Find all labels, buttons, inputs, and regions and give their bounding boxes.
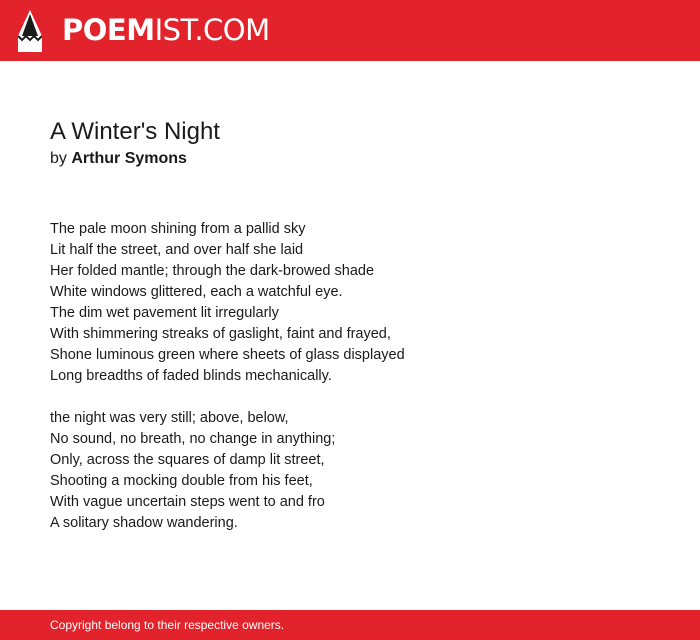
poem-line: The pale moon shining from a pallid sky [50, 221, 306, 237]
poem-body [50, 219, 650, 555]
poem-line: With shimmering streaks of gaslight, faint and frayed, [50, 326, 391, 342]
stanza [50, 219, 650, 387]
poem-title: A Winter's Night [50, 118, 220, 145]
poem-line: White windows glittered, each a watchful eye. [50, 284, 343, 300]
poem-line: the night was very still; above, below, [50, 410, 289, 426]
byline-prefix: by [50, 150, 67, 167]
poem-line: Lit half the street, and over half she laid [50, 242, 304, 258]
poem-line: Only, across the squares of damp lit street, [50, 452, 325, 468]
site-logo-text [62, 13, 270, 47]
stanza [50, 408, 650, 534]
poem-line: Shooting a mocking double from his feet, [50, 473, 313, 489]
copyright-notice: Copyright belong to their respective owners. [50, 618, 285, 632]
poem-line: A solitary shadow wandering. [50, 515, 238, 531]
poem-line: Shone luminous green where sheets of glass displayed [50, 347, 405, 363]
site-footer [0, 610, 700, 640]
poem-line: No sound, no breath, no change in anything; [50, 431, 336, 447]
poem-byline [50, 149, 187, 169]
poem-line: Her folded mantle; through the dark-browed shade [50, 263, 375, 279]
poem-line: Long breadths of faded blinds mechanically. [50, 368, 332, 384]
logo-text-bold: POEM [62, 13, 155, 47]
logo-text-light: IST.COM [154, 13, 270, 47]
author-link[interactable]: Arthur Symons [71, 150, 187, 167]
poem-line: The dim wet pavement lit irregularly [50, 305, 279, 321]
poem-line: With vague uncertain steps went to and fro [50, 494, 325, 510]
pencil-tip-icon [18, 10, 42, 52]
site-header [0, 0, 700, 61]
